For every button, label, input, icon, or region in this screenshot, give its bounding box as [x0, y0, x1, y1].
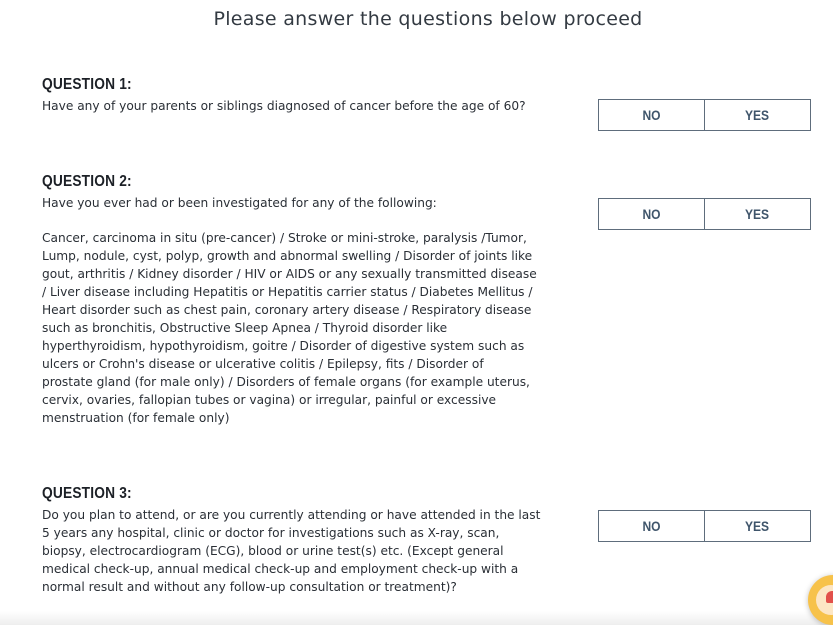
- question-3-yes-button[interactable]: YES: [704, 511, 810, 541]
- question-2-no-button[interactable]: NO: [599, 199, 704, 229]
- question-3: [42, 484, 542, 596]
- question-2-text: Have you ever had or been investigated for any of the following:: [42, 196, 437, 210]
- question-2-conditions-list: Cancer, carcinoma in situ (pre-cancer) / Stroke or mini-stroke, paralysis /Tumor, Lump, nodule, cyst, polyp, growth and abnormal swelling / Disorder of joints like gout, arthritis / Kidney disorder / HIV or AIDS or any sexually transmitted disease / Liver disease including Hepatitis or Hepatitis carrier status / Diabetes Mellitus / Heart disorder such as chest pain, coronary artery disease / Respiratory disease such as bronchitis, Obstructive Sleep Apnea / Thyroid disorder like hyperthyroidism, hypothyroidism, goitre / Disorder of digestive system such as ulcers or Crohn's disease or ulcerative colitis / Epilepsy, fits / Disorder of prostate gland (for male only) / Disorders of female organs (for example uterus, cervix, ovaries, fallopian tubes or vagina) or irregular, painful or excessive menstruation (for female only): [42, 231, 537, 425]
- question-2-answer-toggle: [598, 198, 811, 230]
- footer-fade: [0, 611, 833, 625]
- question-1: [42, 75, 542, 115]
- page-title: Please answer the questions below proceed: [213, 8, 643, 30]
- question-1-no-button[interactable]: NO: [599, 100, 704, 130]
- question-1-yes-button[interactable]: YES: [704, 100, 810, 130]
- question-1-text: Have any of your parents or siblings diagnosed of cancer before the age of 60?: [42, 99, 526, 113]
- question-3-answer-toggle: [598, 510, 811, 542]
- question-2: [42, 172, 542, 427]
- question-3-text: Do you plan to attend, or are you currently attending or have attended in the last 5 years any hospital, clinic or doctor for investigations such as X-ray, scan, biopsy, electrocardiogram (ECG), blood or urine test(s) etc. (Except general medical check-up, annual medical check-up and employment check-up with a normal result and without any follow-up consultation or treatment)?: [42, 508, 541, 594]
- question-3-label: QUESTION 3:: [42, 485, 132, 502]
- question-1-answer-toggle: [598, 99, 811, 131]
- question-1-label: QUESTION 1:: [42, 76, 132, 93]
- question-3-no-button[interactable]: NO: [599, 511, 704, 541]
- question-2-label: QUESTION 2:: [42, 173, 132, 190]
- question-2-yes-button[interactable]: YES: [704, 199, 810, 229]
